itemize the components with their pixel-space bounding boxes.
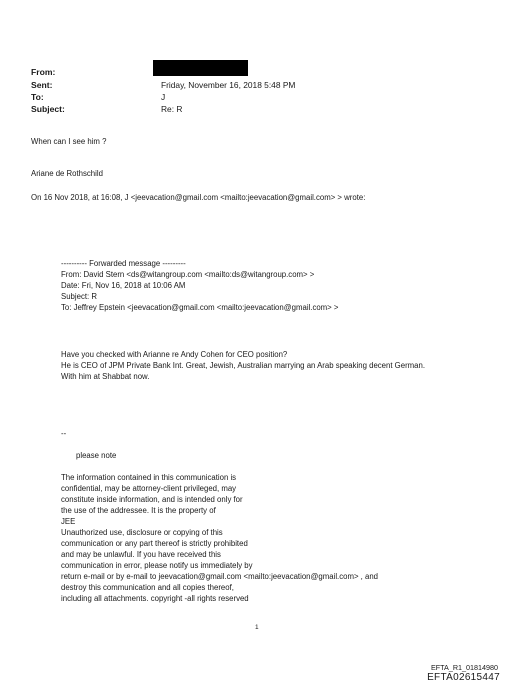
page-number: 1 <box>255 624 259 631</box>
bates-ref-small: EFTA_R1_01814980 <box>431 663 498 672</box>
to-value: J <box>161 92 166 102</box>
subject-label: Subject: <box>31 104 65 114</box>
redaction-bar <box>153 60 248 76</box>
disclaimer-line: Unauthorized use, disclosure or copying of this <box>61 528 223 537</box>
forwarded-to: To: Jeffrey Epstein <jeevacation@gmail.com <mailto:jeevacation@gmail.com> > <box>61 303 339 312</box>
disclaimer-line: and may be unlawful. If you have received this <box>61 550 221 559</box>
bates-ref-big: EFTA02615447 <box>427 672 500 683</box>
disclaimer-line: communication in error, please notify us immediately by <box>61 561 253 570</box>
sent-label: Sent: <box>31 80 53 90</box>
forwarded-subject: Subject: R <box>61 292 97 301</box>
message-line: He is CEO of JPM Private Bank Int. Great, Jewish, Australian marrying an Arab speaking decent German. <box>61 361 426 370</box>
from-label: From: <box>31 67 56 77</box>
disclaimer-line: confidential, may be attorney-client privileged, may <box>61 484 237 493</box>
message-line: Have you checked with Arianne re Andy Cohen for CEO position? <box>61 350 288 359</box>
forwarded-date: Date: Fri, Nov 16, 2018 at 10:06 AM <box>61 281 186 290</box>
forwarded-from: From: David Stern <ds@witangroup.com <mailto:ds@witangroup.com> > <box>61 270 315 279</box>
signature-separator: -- <box>61 429 67 438</box>
signature: Ariane de Rothschild <box>31 169 103 178</box>
wrote-line: On 16 Nov 2018, at 16:08, J <jeevacation@gmail.com <mailto:jeevacation@gmail.com> > wrote: <box>31 193 366 202</box>
sent-value: Friday, November 16, 2018 5:48 PM <box>161 80 296 90</box>
disclaimer-line: The information contained in this communication is <box>61 473 237 482</box>
please-note: please note <box>76 451 117 460</box>
disclaimer-line: communication or any part thereof is strictly prohibited <box>61 539 248 548</box>
to-label: To: <box>31 92 44 102</box>
disclaimer-line: constitute inside information, and is intended only for <box>61 495 243 504</box>
forwarded-marker: ---------- Forwarded message --------- <box>61 259 186 268</box>
disclaimer-line: destroy this communication and all copies thereof, <box>61 583 234 592</box>
subject-value: Re: R <box>161 104 183 114</box>
message-line: With him at Shabbat now. <box>61 372 150 381</box>
disclaimer-line: the use of the addressee. It is the property of <box>61 506 216 515</box>
disclaimer-line: including all attachments. copyright -all rights reserved <box>61 594 249 603</box>
disclaimer-line: return e-mail or by e-mail to jeevacation@gmail.com <mailto:jeevacation@gmail.com> , and <box>61 572 379 581</box>
disclaimer-line: JEE <box>61 517 76 526</box>
reply-question: When can I see him ? <box>31 137 107 146</box>
